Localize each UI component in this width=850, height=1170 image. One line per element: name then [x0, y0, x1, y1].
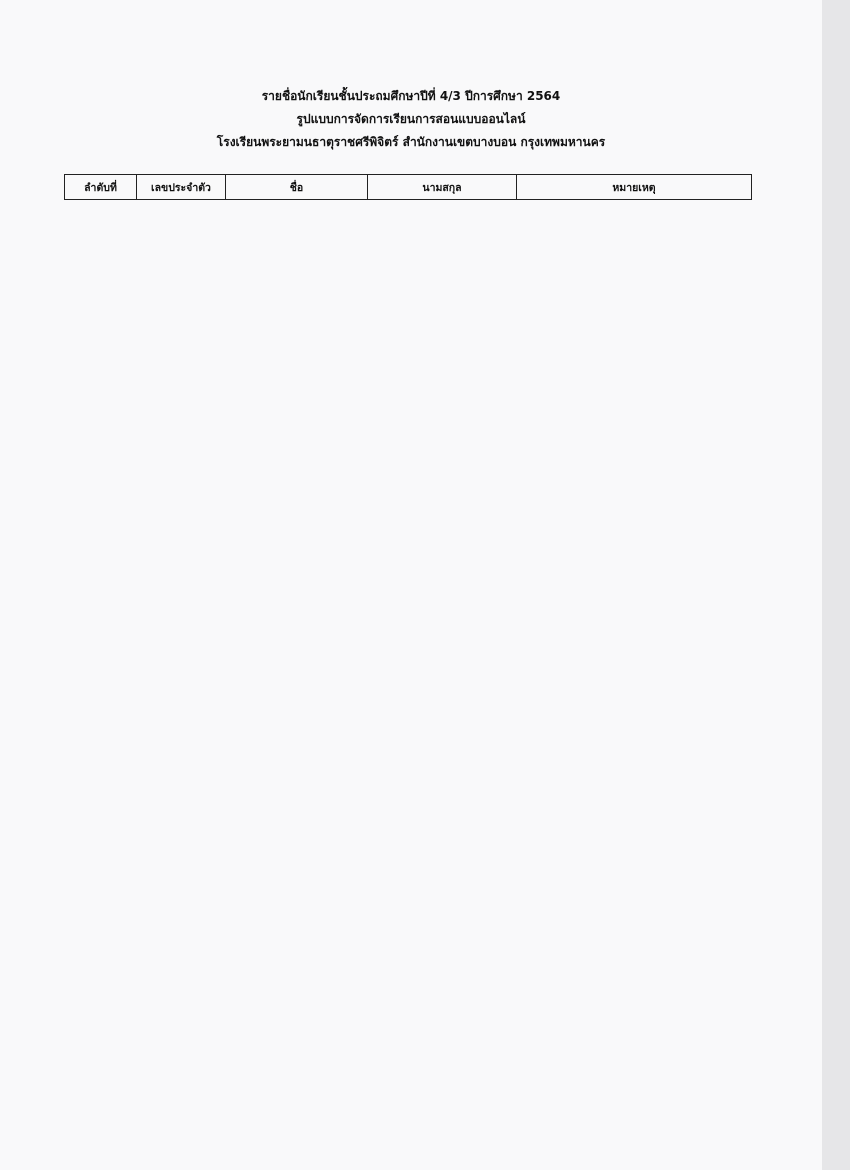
- col-header-last-name: นามสกุล: [368, 175, 517, 200]
- title-line-1: รายชื่อนักเรียนชั้นประถมศึกษาปีที่ 4/3 ปีการศึกษา 2564: [261, 89, 561, 103]
- student-table: [64, 174, 752, 200]
- scan-edge: [822, 0, 850, 1170]
- title-line-3: โรงเรียนพระยามนธาตุราชศรีพิจิตร์ สำนักงานเขตบางบอน กรุงเทพมหานคร: [216, 135, 606, 149]
- col-header-remarks: หมายเหตุ: [517, 175, 752, 200]
- title-line-2: รูปแบบการจัดการเรียนการสอนแบบออนไลน์: [296, 112, 526, 126]
- col-header-first-name: ชื่อ: [226, 175, 368, 200]
- col-header-id: เลขประจำตัว: [137, 175, 226, 200]
- table-header-row: [65, 175, 752, 200]
- col-header-number: ลำดับที่: [65, 175, 137, 200]
